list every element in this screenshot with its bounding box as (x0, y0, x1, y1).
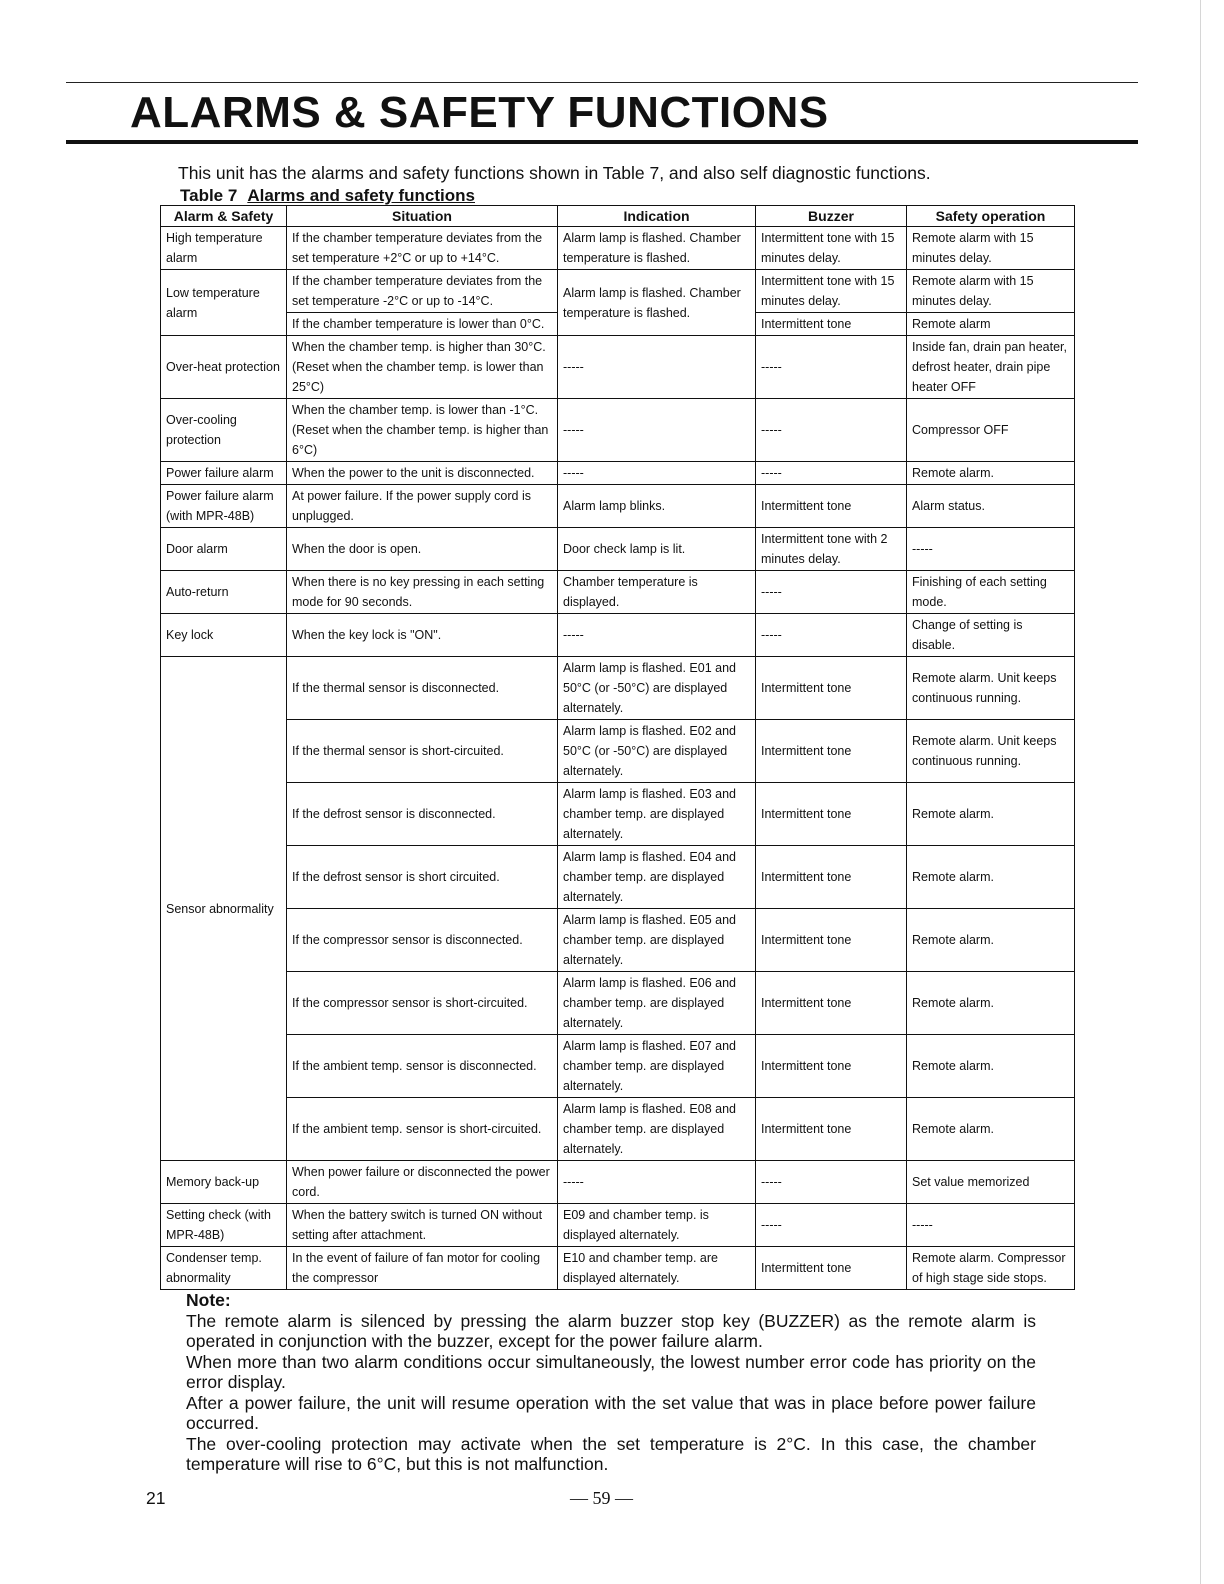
table-row (161, 846, 1075, 909)
table-cell: If the thermal sensor is disconnected. (287, 657, 558, 720)
table-row (161, 1098, 1075, 1161)
table-cell: When the chamber temp. is higher than 30°C. (Reset when the chamber temp. is lower than 25°C) (287, 336, 558, 399)
table-cell: If the compressor sensor is disconnected. (287, 909, 558, 972)
table-cell: ----- (756, 399, 907, 462)
table-row (161, 399, 1075, 462)
table-row (161, 336, 1075, 399)
table-cell: Compressor OFF (907, 399, 1075, 462)
table-row (161, 657, 1075, 720)
table-cell: Low temperature alarm (161, 270, 287, 336)
table-cell: Alarm lamp blinks. (558, 485, 756, 528)
table-cell: Remote alarm. Compressor of high stage side stops. (907, 1247, 1075, 1290)
table-cell: If the defrost sensor is short circuited. (287, 846, 558, 909)
table-cell: High temperature alarm (161, 227, 287, 270)
table-cell: ----- (907, 1204, 1075, 1247)
table-cell: In the event of failure of fan motor for cooling the compressor (287, 1247, 558, 1290)
table-cell: If the chamber temperature deviates from the set temperature -2°C or up to -14°C. (287, 270, 558, 313)
column-header: Safety operation (907, 206, 1075, 227)
table-cell: Alarm lamp is flashed. Chamber temperature is flashed. (558, 270, 756, 336)
table-cell: Key lock (161, 614, 287, 657)
table-row (161, 1247, 1075, 1290)
table-row (161, 227, 1075, 270)
table-cell: ----- (756, 336, 907, 399)
table-cell: ----- (756, 614, 907, 657)
alarms-table (160, 205, 1075, 1290)
table-cell: Alarm lamp is flashed. E07 and chamber temp. are displayed alternately. (558, 1035, 756, 1098)
table-cell: Intermittent tone with 2 minutes delay. (756, 528, 907, 571)
intro-text: This unit has the alarms and safety functions shown in Table 7, and also self diagnostic functions. (178, 163, 931, 183)
table-cell: Intermittent tone (756, 1035, 907, 1098)
table-cell: Alarm lamp is flashed. E05 and chamber temp. are displayed alternately. (558, 909, 756, 972)
table-row (161, 270, 1075, 313)
table-cell: Finishing of each setting mode. (907, 571, 1075, 614)
table-cell: Remote alarm. (907, 783, 1075, 846)
table-cell: ----- (756, 1204, 907, 1247)
table-cell: Over-heat protection (161, 336, 287, 399)
table-cell: When power failure or disconnected the power cord. (287, 1161, 558, 1204)
column-header: Situation (287, 206, 558, 227)
table-cell: Sensor abnormality (161, 657, 287, 1161)
header-rule-top (66, 82, 1138, 83)
table-cell: Power failure alarm (with MPR-48B) (161, 485, 287, 528)
table-cell: Auto-return (161, 571, 287, 614)
table-cell: Alarm lamp is flashed. Chamber temperature is flashed. (558, 227, 756, 270)
table-cell: Remote alarm. (907, 846, 1075, 909)
column-header: Alarm & Safety (161, 206, 287, 227)
table-cell: Setting check (with MPR-48B) (161, 1204, 287, 1247)
column-header: Buzzer (756, 206, 907, 227)
table-cell: ----- (558, 336, 756, 399)
table-cell: Remote alarm. Unit keeps continuous running. (907, 657, 1075, 720)
table-cell: Inside fan, drain pan heater, defrost heater, drain pipe heater OFF (907, 336, 1075, 399)
table-cell: Intermittent tone (756, 720, 907, 783)
table-cell: Door check lamp is lit. (558, 528, 756, 571)
table-cell: E10 and chamber temp. are displayed alternately. (558, 1247, 756, 1290)
table-cell: Remote alarm. Unit keeps continuous running. (907, 720, 1075, 783)
table-cell: Alarm lamp is flashed. E06 and chamber temp. are displayed alternately. (558, 972, 756, 1035)
table-cell: Intermittent tone with 15 minutes delay. (756, 270, 907, 313)
note-paragraph: When more than two alarm conditions occur simultaneously, the lowest number error code has priority on the error display. (186, 1351, 1036, 1392)
column-header: Indication (558, 206, 756, 227)
page-edge-line (1200, 0, 1201, 1584)
table-row (161, 614, 1075, 657)
table-cell: If the ambient temp. sensor is disconnected. (287, 1035, 558, 1098)
table-cell: If the chamber temperature deviates from the set temperature +2°C or up to +14°C. (287, 227, 558, 270)
table-cell: Intermittent tone with 15 minutes delay. (756, 227, 907, 270)
table-cell: Remote alarm with 15 minutes delay. (907, 270, 1075, 313)
table-cell: If the compressor sensor is short-circuited. (287, 972, 558, 1035)
table-cell: Set value memorized (907, 1161, 1075, 1204)
table-cell: Remote alarm. (907, 972, 1075, 1035)
table-cell: Alarm status. (907, 485, 1075, 528)
table-cell: Remote alarm. (907, 1098, 1075, 1161)
table-cell: ----- (756, 1161, 907, 1204)
table-row (161, 485, 1075, 528)
table-cell: Alarm lamp is flashed. E08 and chamber temp. are displayed alternately. (558, 1098, 756, 1161)
notes-section (186, 1290, 1036, 1475)
table-row (161, 1161, 1075, 1204)
table-caption-label: Table 7 (180, 186, 238, 205)
table-cell: Chamber temperature is displayed. (558, 571, 756, 614)
table-cell: ----- (756, 462, 907, 485)
table-cell: When the chamber temp. is lower than -1°C. (Reset when the chamber temp. is higher than 6°C) (287, 399, 558, 462)
table-cell: If the thermal sensor is short-circuited. (287, 720, 558, 783)
table-row (161, 720, 1075, 783)
table-cell: Remote alarm. (907, 909, 1075, 972)
table-row (161, 462, 1075, 485)
page-number-left: 21 (146, 1488, 166, 1508)
table-row (161, 909, 1075, 972)
table-row (161, 528, 1075, 571)
table-caption (180, 186, 475, 206)
table-cell: Power failure alarm (161, 462, 287, 485)
table-cell: Door alarm (161, 528, 287, 571)
table-cell: ----- (756, 571, 907, 614)
table-cell: Alarm lamp is flashed. E01 and 50°C (or -50°C) are displayed alternately. (558, 657, 756, 720)
notes-heading: Note: (186, 1290, 231, 1310)
table-cell: ----- (907, 528, 1075, 571)
table-cell: ----- (558, 399, 756, 462)
table-cell: Remote alarm. (907, 1035, 1075, 1098)
table-cell: E09 and chamber temp. is displayed alternately. (558, 1204, 756, 1247)
table-cell: Intermittent tone (756, 909, 907, 972)
page-title: ALARMS & SAFETY FUNCTIONS (130, 88, 829, 137)
table-cell: Remote alarm with 15 minutes delay. (907, 227, 1075, 270)
table-cell: When the key lock is "ON". (287, 614, 558, 657)
table-cell: Intermittent tone (756, 972, 907, 1035)
table-header-row (161, 206, 1075, 227)
table-cell: Intermittent tone (756, 783, 907, 846)
table-cell: Remote alarm. (907, 462, 1075, 485)
note-paragraph: The over-cooling protection may activate when the set temperature is 2°C. In this case, the chamber temperature will rise to 6°C, but this is not malfunction. (186, 1433, 1036, 1474)
table-cell: Alarm lamp is flashed. E03 and chamber temp. are displayed alternately. (558, 783, 756, 846)
table-row (161, 1035, 1075, 1098)
table-cell: Condenser temp. abnormality (161, 1247, 287, 1290)
table-cell: Alarm lamp is flashed. E04 and chamber temp. are displayed alternately. (558, 846, 756, 909)
table-caption-title: Alarms and safety functions (247, 186, 475, 205)
table-cell: If the ambient temp. sensor is short-circuited. (287, 1098, 558, 1161)
table-cell: ----- (558, 614, 756, 657)
table-cell: Intermittent tone (756, 846, 907, 909)
table-cell: ----- (558, 462, 756, 485)
page-number-center: — 59 — (570, 1488, 633, 1508)
table-cell: Change of setting is disable. (907, 614, 1075, 657)
table-row (161, 972, 1075, 1035)
header-rule-bottom (66, 140, 1138, 144)
table-cell: When the door is open. (287, 528, 558, 571)
table-cell: When the battery switch is turned ON without setting after attachment. (287, 1204, 558, 1247)
note-paragraph: The remote alarm is silenced by pressing the alarm buzzer stop key (BUZZER) as the remote alarm is operated in conjunction with the buzzer, except for the power failure alarm. (186, 1310, 1036, 1351)
table-cell: At power failure. If the power supply cord is unplugged. (287, 485, 558, 528)
table-cell: Remote alarm (907, 313, 1075, 336)
table-cell: Intermittent tone (756, 485, 907, 528)
table-cell: When the power to the unit is disconnected. (287, 462, 558, 485)
table-cell: If the chamber temperature is lower than 0°C. (287, 313, 558, 336)
table-row (161, 1204, 1075, 1247)
table-cell: If the defrost sensor is disconnected. (287, 783, 558, 846)
table-cell: Over-cooling protection (161, 399, 287, 462)
table-cell: Intermittent tone (756, 657, 907, 720)
table-cell: Intermittent tone (756, 313, 907, 336)
note-paragraph: After a power failure, the unit will resume operation with the set value that was in place before power failure occurred. (186, 1392, 1036, 1433)
table-cell: ----- (558, 1161, 756, 1204)
table-cell: Memory back-up (161, 1161, 287, 1204)
table-row (161, 783, 1075, 846)
table-row (161, 571, 1075, 614)
table-cell: Alarm lamp is flashed. E02 and 50°C (or -50°C) are displayed alternately. (558, 720, 756, 783)
table-cell: Intermittent tone (756, 1098, 907, 1161)
table-cell: Intermittent tone (756, 1247, 907, 1290)
table-cell: When there is no key pressing in each setting mode for 90 seconds. (287, 571, 558, 614)
